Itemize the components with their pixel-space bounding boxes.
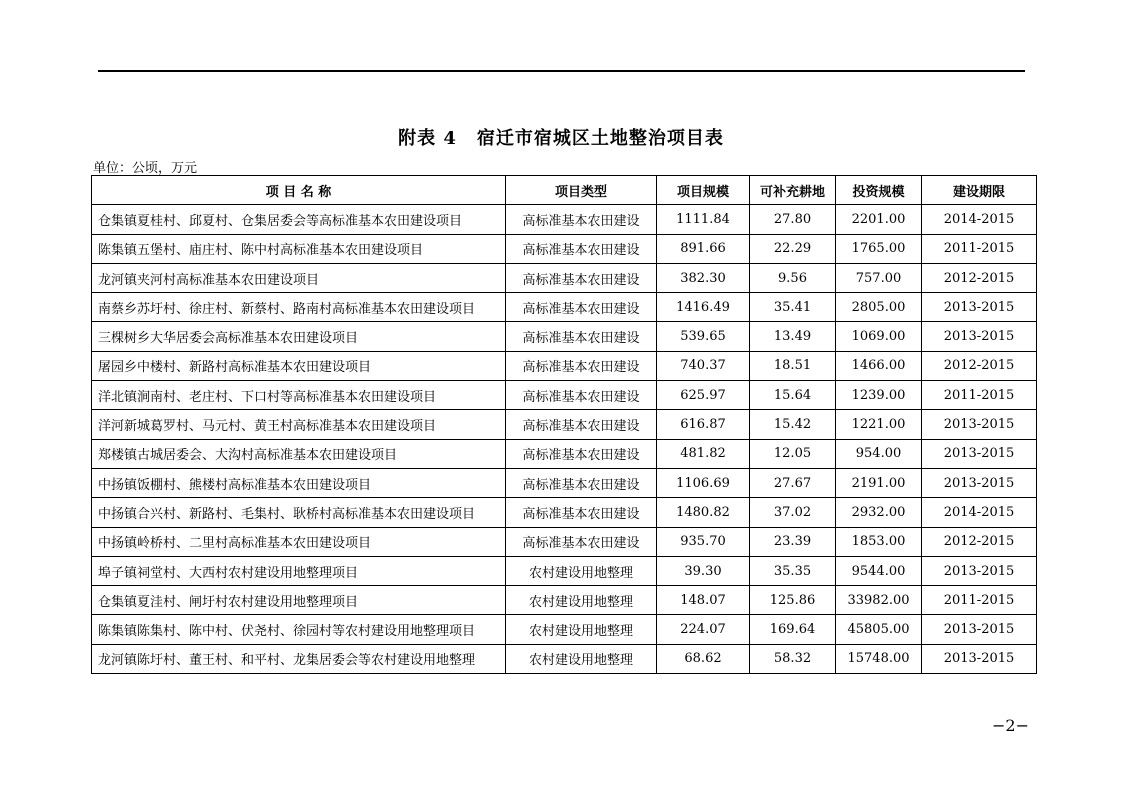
cell-arable: 15.42 [750,410,836,439]
cell-investment: 2805.00 [836,293,922,322]
cell-period: 2011-2015 [922,586,1037,615]
cell-scale: 68.62 [657,644,750,673]
cell-project-type: 农村建设用地整理 [506,586,657,615]
page-title [0,124,1122,150]
cell-project-type: 高标准基本农田建设 [506,322,657,351]
cell-arable: 18.51 [750,351,836,380]
cell-period: 2013-2015 [922,293,1037,322]
cell-period: 2013-2015 [922,410,1037,439]
header-rule [98,70,1025,72]
cell-project-type: 高标准基本农田建设 [506,410,657,439]
table-row [92,293,1037,322]
cell-project-type: 高标准基本农田建设 [506,468,657,497]
table-row [92,410,1037,439]
cell-investment: 9544.00 [836,556,922,585]
table-row [92,498,1037,527]
cell-project-type: 高标准基本农田建设 [506,234,657,263]
cell-scale: 891.66 [657,234,750,263]
cell-investment: 33982.00 [836,586,922,615]
cell-period: 2014-2015 [922,205,1037,234]
cell-arable: 125.86 [750,586,836,615]
cell-project-name: 中扬镇岭桥村、二里村高标准基本农田建设项目 [92,527,506,556]
cell-project-type: 高标准基本农田建设 [506,205,657,234]
table-row [92,527,1037,556]
cell-period: 2012-2015 [922,263,1037,292]
cell-period: 2012-2015 [922,351,1037,380]
cell-investment: 2201.00 [836,205,922,234]
cell-period: 2013-2015 [922,322,1037,351]
cell-investment: 2191.00 [836,468,922,497]
cell-arable: 58.32 [750,644,836,673]
header-col-type: 项目类型 [506,176,657,205]
page-number: −2− [992,716,1029,735]
cell-investment: 1466.00 [836,351,922,380]
cell-project-type: 高标准基本农田建设 [506,263,657,292]
header-col-name: 项 目 名 称 [92,176,506,205]
cell-scale: 935.70 [657,527,750,556]
cell-scale: 382.30 [657,263,750,292]
cell-arable: 15.64 [750,381,836,410]
table-row [92,586,1037,615]
cell-arable: 13.49 [750,322,836,351]
cell-project-name: 洋河新城葛罗村、马元村、黄王村高标准基本农田建设项目 [92,410,506,439]
title-prefix: 附表 4 [398,128,457,149]
table-row [92,381,1037,410]
header-col-period: 建设期限 [922,176,1037,205]
cell-investment: 1239.00 [836,381,922,410]
cell-investment: 15748.00 [836,644,922,673]
cell-arable: 27.80 [750,205,836,234]
cell-project-name: 屠园乡中楼村、新路村高标准基本农田建设项目 [92,351,506,380]
cell-investment: 1221.00 [836,410,922,439]
cell-arable: 169.64 [750,615,836,644]
cell-arable: 9.56 [750,263,836,292]
header-col-arable: 可补充耕地 [750,176,836,205]
cell-project-name: 郑楼镇古城居委会、大沟村高标准基本农田建设项目 [92,439,506,468]
cell-investment: 1069.00 [836,322,922,351]
cell-project-name: 三棵树乡大华居委会高标准基本农田建设项目 [92,322,506,351]
cell-project-name: 埠子镇祠堂村、大西村农村建设用地整理项目 [92,556,506,585]
cell-period: 2011-2015 [922,234,1037,263]
cell-arable: 35.35 [750,556,836,585]
table-header-row [92,176,1037,205]
cell-project-name: 龙河镇陈圩村、董王村、和平村、龙集居委会等农村建设用地整理 [92,644,506,673]
cell-arable: 37.02 [750,498,836,527]
cell-investment: 2932.00 [836,498,922,527]
cell-scale: 1480.82 [657,498,750,527]
cell-project-type: 高标准基本农田建设 [506,527,657,556]
cell-project-type: 农村建设用地整理 [506,615,657,644]
header-col-investment: 投资规模 [836,176,922,205]
cell-period: 2014-2015 [922,498,1037,527]
table-row [92,439,1037,468]
cell-arable: 23.39 [750,527,836,556]
cell-project-name: 仓集镇夏洼村、闸圩村农村建设用地整理项目 [92,586,506,615]
table-row [92,644,1037,673]
cell-investment: 954.00 [836,439,922,468]
cell-project-name: 陈集镇五堡村、庙庄村、陈中村高标准基本农田建设项目 [92,234,506,263]
cell-period: 2013-2015 [922,644,1037,673]
cell-period: 2012-2015 [922,527,1037,556]
table-row [92,322,1037,351]
cell-scale: 39.30 [657,556,750,585]
cell-scale: 740.37 [657,351,750,380]
cell-scale: 481.82 [657,439,750,468]
cell-project-name: 仓集镇夏桂村、邱夏村、仓集居委会等高标准基本农田建设项目 [92,205,506,234]
table-row [92,468,1037,497]
cell-arable: 35.41 [750,293,836,322]
table-row [92,234,1037,263]
cell-project-name: 龙河镇夹河村高标准基本农田建设项目 [92,263,506,292]
cell-scale: 1111.84 [657,205,750,234]
cell-scale: 616.87 [657,410,750,439]
cell-period: 2011-2015 [922,381,1037,410]
cell-investment: 45805.00 [836,615,922,644]
cell-project-name: 南蔡乡苏圩村、徐庄村、新蔡村、路南村高标准基本农田建设项目 [92,293,506,322]
project-table [91,175,1037,674]
cell-scale: 1416.49 [657,293,750,322]
cell-project-type: 农村建设用地整理 [506,644,657,673]
table-body [92,205,1037,674]
cell-project-name: 洋北镇涧南村、老庄村、下口村等高标准基本农田建设项目 [92,381,506,410]
unit-label: 单位：公顷，万元 [93,161,198,176]
cell-scale: 539.65 [657,322,750,351]
cell-project-type: 高标准基本农田建设 [506,439,657,468]
table-row [92,556,1037,585]
cell-arable: 27.67 [750,468,836,497]
cell-period: 2013-2015 [922,556,1037,585]
header-col-scale: 项目规模 [657,176,750,205]
table-row [92,615,1037,644]
cell-project-name: 陈集镇陈集村、陈中村、伏尧村、徐园村等农村建设用地整理项目 [92,615,506,644]
cell-period: 2013-2015 [922,615,1037,644]
cell-project-name: 中扬镇饭棚村、熊楼村高标准基本农田建设项目 [92,468,506,497]
cell-project-name: 中扬镇合兴村、新路村、毛集村、耿桥村高标准基本农田建设项目 [92,498,506,527]
cell-scale: 1106.69 [657,468,750,497]
table-header [92,176,1037,205]
cell-scale: 625.97 [657,381,750,410]
title-main: 宿迁市宿城区土地整治项目表 [476,128,724,149]
table-row [92,263,1037,292]
cell-project-type: 高标准基本农田建设 [506,293,657,322]
cell-project-type: 农村建设用地整理 [506,556,657,585]
cell-period: 2013-2015 [922,468,1037,497]
cell-investment: 1765.00 [836,234,922,263]
cell-period: 2013-2015 [922,439,1037,468]
cell-scale: 148.07 [657,586,750,615]
cell-project-type: 高标准基本农田建设 [506,381,657,410]
cell-scale: 224.07 [657,615,750,644]
table-row [92,351,1037,380]
cell-arable: 22.29 [750,234,836,263]
table-row [92,205,1037,234]
cell-investment: 757.00 [836,263,922,292]
cell-arable: 12.05 [750,439,836,468]
cell-project-type: 高标准基本农田建设 [506,351,657,380]
cell-project-type: 高标准基本农田建设 [506,498,657,527]
cell-investment: 1853.00 [836,527,922,556]
